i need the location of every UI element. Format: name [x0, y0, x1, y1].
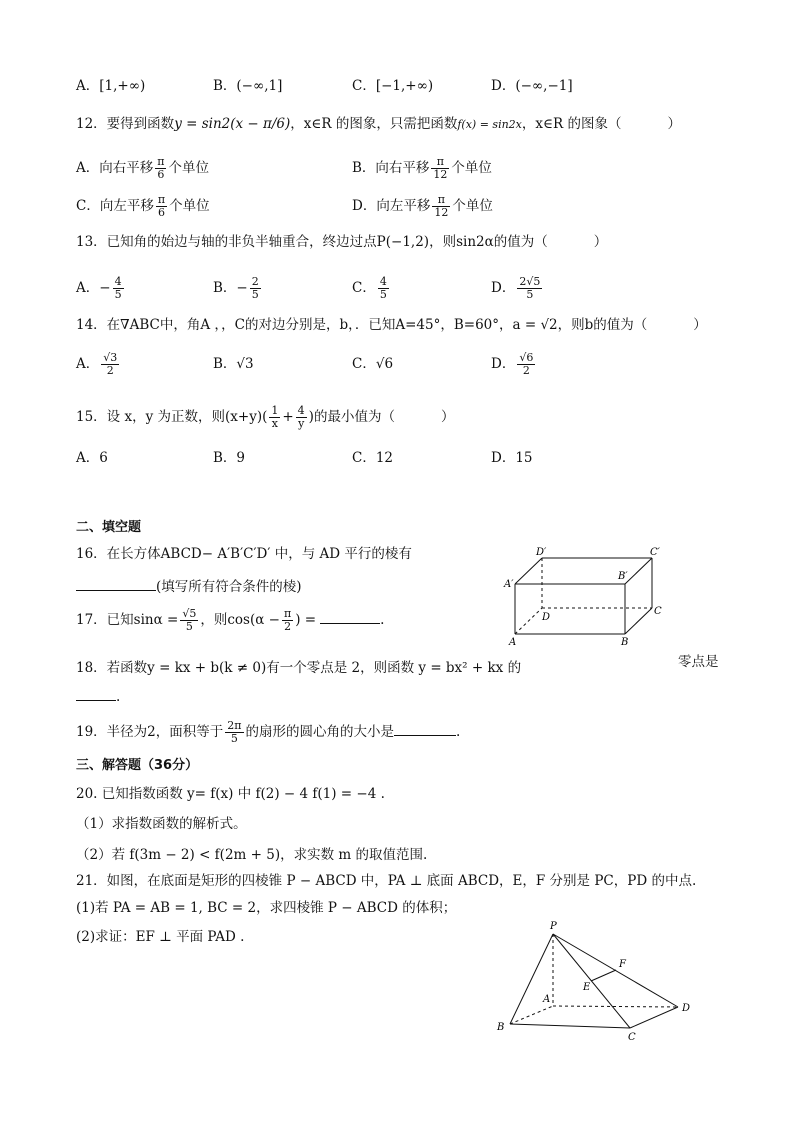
label-d1: D′ — [536, 547, 547, 558]
edge-bc — [625, 608, 652, 634]
q13-option-d-num: 2√5 — [519, 275, 541, 288]
q17-den2: 2 — [284, 620, 292, 633]
q18-line1: 18．若函数y = kx + b(k ≠ 0)有一个零点是 2，则函数 y = bx² + kx 的 — [76, 660, 522, 676]
label-a: A — [543, 994, 551, 1005]
label-c1: C′ — [650, 547, 660, 558]
q17-text-a: 17．已知sinα = — [76, 612, 179, 628]
edge-ef — [591, 970, 616, 981]
label-b1: B′ — [618, 571, 628, 582]
cuboid-figure — [500, 544, 670, 650]
q12-text-d: ） — [667, 116, 681, 132]
edge-pb — [510, 934, 553, 1024]
q14-option-b-label: B． — [213, 356, 237, 372]
q15-frac2-num: 4 — [297, 404, 305, 417]
q11-option-b: B．(−∞,1] — [213, 78, 283, 94]
q20-line2: （1）求指数函数的解析式。 — [76, 816, 247, 832]
q13-option-c-den: 5 — [379, 288, 387, 301]
q12-text-a: 12．要得到函数 — [76, 116, 175, 132]
q12-stem — [76, 114, 681, 135]
q17-text-b: ，则cos(α − — [200, 612, 280, 628]
q12-option-d-suffix: 个单位 — [452, 198, 493, 214]
q15-option-c: C．12 — [352, 450, 394, 466]
q17-end: . — [380, 612, 385, 628]
q15-frac1-den: x — [271, 417, 278, 430]
q13-option-a-label: A． — [76, 280, 100, 296]
q19-answer-blank[interactable] — [394, 721, 456, 736]
q13-option-a — [76, 276, 126, 301]
edge-ab-hidden — [510, 1006, 553, 1024]
section-fill-in-title: 二、填空题 — [76, 520, 142, 535]
q15-close: ） — [440, 409, 455, 425]
q19-num: 2π — [227, 719, 242, 732]
q20-line1: 20. 已知指数函数 y= f(x) 中 f(2) − 4 f(1) = −4 . — [76, 786, 385, 802]
q12-text-b: ，x∈R 的图象，只需把函数 — [290, 116, 458, 132]
q12-option-c-prefix: C．向左平移 — [76, 198, 154, 214]
q13-option-a-den: 5 — [114, 288, 122, 301]
q19-den: 5 — [230, 732, 238, 745]
q16-line2 — [76, 576, 302, 597]
edge-ad-hidden — [553, 1006, 678, 1007]
q14-option-c-value: √6 — [375, 356, 394, 372]
q12-option-d-prefix: D．向左平移 — [352, 198, 431, 214]
q14-option-d — [491, 352, 537, 377]
q12-option-c — [76, 194, 210, 219]
label-a: A — [509, 637, 517, 648]
q14-option-b-value: √3 — [236, 356, 254, 372]
q11-option-d: D．(−∞,−1] — [491, 78, 573, 94]
edge-ad-hidden — [515, 608, 542, 634]
q15-option-d: D．15 — [491, 450, 533, 466]
q17-answer-blank[interactable] — [320, 609, 380, 624]
q21-line1: 21．如图，在底面是矩形的四棱锥 P − ABCD 中，PA ⊥ 底面 ABCD，E，F 分别是 PC，PD 的中点. — [76, 873, 697, 889]
q13-option-c — [352, 276, 391, 301]
q13-stem — [76, 232, 607, 252]
q12-option-c-den: 6 — [157, 206, 165, 219]
edge-cd — [630, 1007, 678, 1028]
q14-option-a-den: 2 — [106, 364, 114, 377]
q19-stem — [76, 720, 460, 745]
q14-option-d-den: 2 — [522, 364, 530, 377]
q15-text-b: )的最小值为（ — [308, 409, 395, 425]
label-f: F — [619, 959, 626, 970]
q13-option-b-sign: − — [236, 280, 248, 296]
q14-option-c-label: C． — [352, 356, 376, 372]
label-d: D — [542, 612, 551, 623]
q15-frac2-den: y — [298, 417, 305, 430]
q12-option-a-suffix: 个单位 — [168, 160, 209, 176]
q13-text: 13．已知角的始边与轴的非负半轴重合，终边过点P(−1,2)，则sin2α的值为（ — [76, 234, 548, 250]
q12-option-a-prefix: A．向右平移 — [76, 160, 154, 176]
label-b: B — [621, 637, 629, 648]
q14-text: 14．在∇ABC中，角A ，，C的对边分别是，b，．已知A=45°，B=60°，a = √2，则b的值为（ — [76, 317, 648, 333]
q14-option-b — [213, 354, 254, 374]
q12-func-a: y = sin2(x − π/6) — [174, 116, 291, 132]
q12-option-d-num: π — [432, 194, 450, 207]
q13-option-b — [213, 276, 263, 301]
q14-option-d-num: √6 — [519, 351, 534, 364]
q19-end: . — [456, 724, 461, 740]
q13-option-d-den: 5 — [526, 288, 534, 301]
label-b: B — [497, 1022, 505, 1033]
q12-option-c-num: π — [157, 193, 166, 206]
q12-option-d — [352, 194, 493, 219]
q13-option-d-label: D． — [491, 280, 516, 296]
q12-func-b: f(x) = sin2x — [457, 118, 522, 131]
q19-text-b: 的扇形的圆心角的大小是 — [245, 724, 395, 740]
label-d: D — [682, 1003, 691, 1014]
q13-option-b-den: 5 — [251, 288, 259, 301]
label-a1: A′ — [504, 579, 514, 590]
q12-option-d-den: 12 — [434, 206, 449, 219]
q18-right-text: 零点是 — [678, 654, 719, 670]
q12-option-c-suffix: 个单位 — [169, 198, 210, 214]
q16-hint: (填写所有符合条件的棱) — [156, 579, 302, 595]
q21-line2: (1)若 PA = AB = 1, BC = 2，求四棱锥 P − ABCD 的体积； — [76, 900, 457, 916]
q11-option-c: C．[−1,+∞) — [352, 78, 434, 94]
q14-close: ） — [693, 317, 707, 333]
q13-option-b-num: 2 — [251, 275, 259, 288]
q17-num: √5 — [182, 607, 197, 620]
q15-text-a: 15．设 x，y 为正数，则(x+y)( — [76, 409, 268, 425]
q19-text-a: 19．半径为2，面积等于 — [76, 724, 224, 740]
q14-option-a-label: A． — [76, 356, 100, 372]
q15-option-a: A．6 — [76, 450, 108, 466]
label-p: P — [550, 921, 557, 932]
label-c: C — [628, 1032, 636, 1043]
q21-line3: (2)求证：EF ⊥ 平面 PAD . — [76, 929, 245, 945]
q13-option-b-label: B． — [213, 280, 237, 296]
q15-option-b: B．9 — [213, 450, 246, 466]
q12-option-b-num: π — [431, 156, 449, 169]
q16-answer-blank[interactable] — [76, 576, 156, 591]
q13-option-a-num: 4 — [114, 275, 122, 288]
q13-option-c-label: C． — [352, 280, 376, 296]
q20-line3: （2）若 f(3m − 2) < f(2m + 5)，求实数 m 的取值范围. — [76, 847, 428, 863]
q13-option-d — [491, 276, 544, 301]
q15-stem — [76, 405, 454, 430]
section-solutions-title: 三、解答题（36分） — [76, 758, 199, 773]
q15-plus: + — [282, 409, 294, 425]
q15-frac1-num: 1 — [271, 404, 279, 417]
q17-text-c: ) = — [295, 612, 317, 628]
q12-option-b-den: 12 — [433, 168, 448, 181]
edge-b1c1 — [625, 558, 652, 584]
q12-option-b-prefix: B．向右平移 — [352, 160, 430, 176]
label-c: C — [654, 606, 662, 617]
q14-option-d-label: D． — [491, 356, 516, 372]
q14-option-c — [352, 354, 393, 374]
q16-line1: 16．在长方体ABCD− A′B′C′D′ 中，与 AD 平行的棱有 — [76, 546, 412, 562]
q18-answer-blank[interactable] — [76, 686, 116, 701]
q12-text-c: ，x∈R 的图象（ — [521, 116, 622, 132]
q13-option-a-sign: − — [99, 280, 111, 296]
q13-option-c-num: 4 — [379, 275, 387, 288]
pyramid-figure — [490, 916, 700, 1044]
q12-option-a-den: 6 — [157, 168, 165, 181]
q18-line2 — [76, 686, 120, 707]
q17-stem — [76, 608, 384, 633]
q17-den: 5 — [185, 620, 193, 633]
edge-a1d1 — [515, 558, 542, 584]
q13-close: ） — [593, 234, 608, 250]
q14-option-a-num: √3 — [103, 351, 118, 364]
q14-option-a — [76, 352, 121, 377]
q12-option-b — [352, 156, 492, 181]
label-e: E — [583, 982, 591, 993]
q12-option-b-suffix: 个单位 — [451, 160, 492, 176]
q14-stem — [76, 315, 707, 335]
q12-option-a-num: π — [157, 155, 165, 168]
q12-option-a — [76, 156, 209, 181]
edge-bc — [510, 1024, 630, 1028]
q18-end: . — [116, 689, 121, 705]
q17-num2: π — [283, 607, 292, 620]
q11-option-a: A．[1,+∞) — [76, 78, 146, 94]
